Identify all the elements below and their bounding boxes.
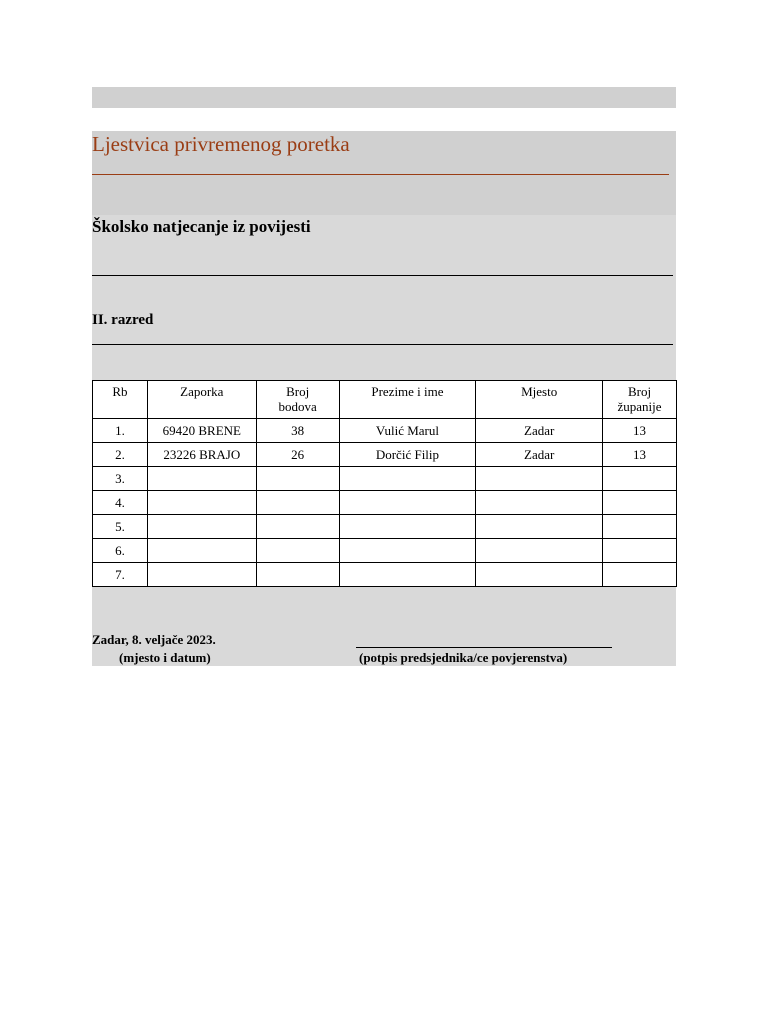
table-header-row	[93, 381, 677, 419]
place-and-date: Zadar, 8. veljače 2023.	[92, 632, 216, 647]
cell-rb: 2.	[93, 443, 148, 467]
header-rb: Rb	[93, 381, 148, 419]
cell-zupanija	[603, 491, 677, 515]
document-sheet	[92, 131, 676, 666]
cell-mjesto	[476, 467, 603, 491]
cell-zaporka	[147, 515, 256, 539]
table-row	[93, 443, 677, 467]
table-row	[93, 563, 677, 587]
cell-ime: Vulić Marul	[339, 419, 476, 443]
cell-mjesto	[476, 515, 603, 539]
results-table	[92, 380, 677, 587]
cell-rb: 6.	[93, 539, 148, 563]
cell-mjesto: Zadar	[476, 443, 603, 467]
competition-subtitle: Školsko natjecanje iz povijesti	[92, 217, 311, 236]
signature-line	[356, 647, 612, 648]
cell-bodovi	[256, 467, 339, 491]
signature-caption: (potpis predsjednika/ce povjerenstva)	[359, 650, 568, 665]
cell-bodovi	[256, 491, 339, 515]
cell-zupanija: 13	[603, 443, 677, 467]
header-mjesto: Mjesto	[476, 381, 603, 419]
table-row	[93, 467, 677, 491]
title-underline	[92, 174, 669, 175]
cell-rb: 7.	[93, 563, 148, 587]
table-row	[93, 491, 677, 515]
header-zaporka: Zaporka	[147, 381, 256, 419]
header-bodovi-line2: bodova	[278, 399, 317, 414]
cell-bodovi: 38	[256, 419, 339, 443]
cell-zaporka: 69420 BRENE	[147, 419, 256, 443]
header-band	[92, 87, 676, 108]
cell-zupanija	[603, 467, 677, 491]
cell-rb: 4.	[93, 491, 148, 515]
cell-zaporka	[147, 467, 256, 491]
cell-zupanija: 13	[603, 419, 677, 443]
header-ime: Prezime i ime	[339, 381, 476, 419]
cell-zupanija	[603, 515, 677, 539]
cell-zaporka	[147, 563, 256, 587]
cell-mjesto	[476, 539, 603, 563]
table-row	[93, 419, 677, 443]
cell-bodovi	[256, 563, 339, 587]
cell-bodovi	[256, 539, 339, 563]
header-bodovi-line1: Broj	[286, 384, 310, 399]
cell-rb: 3.	[93, 467, 148, 491]
cell-bodovi	[256, 515, 339, 539]
cell-rb: 1.	[93, 419, 148, 443]
header-bodovi	[256, 381, 339, 419]
cell-mjesto: Zadar	[476, 419, 603, 443]
header-zupanija-line2: županije	[617, 399, 662, 414]
cell-ime	[339, 539, 476, 563]
cell-zaporka: 23226 BRAJO	[147, 443, 256, 467]
table-row	[93, 515, 677, 539]
header-zupanija	[603, 381, 677, 419]
table-row	[93, 539, 677, 563]
cell-rb: 5.	[93, 515, 148, 539]
cell-bodovi: 26	[256, 443, 339, 467]
subtitle-underline	[92, 275, 673, 276]
cell-zaporka	[147, 539, 256, 563]
cell-ime	[339, 491, 476, 515]
header-zupanija-line1: Broj	[627, 384, 652, 399]
cell-zaporka	[147, 491, 256, 515]
cell-mjesto	[476, 491, 603, 515]
cell-ime	[339, 563, 476, 587]
cell-ime: Dorčić Filip	[339, 443, 476, 467]
document-title: Ljestvica privremenog poretka	[92, 132, 350, 156]
place-and-date-caption: (mjesto i datum)	[119, 650, 211, 665]
cell-mjesto	[476, 563, 603, 587]
cell-ime	[339, 467, 476, 491]
cell-zupanija	[603, 563, 677, 587]
grade-underline	[92, 344, 673, 345]
cell-zupanija	[603, 539, 677, 563]
grade-label: II. razred	[92, 312, 154, 328]
cell-ime	[339, 515, 476, 539]
